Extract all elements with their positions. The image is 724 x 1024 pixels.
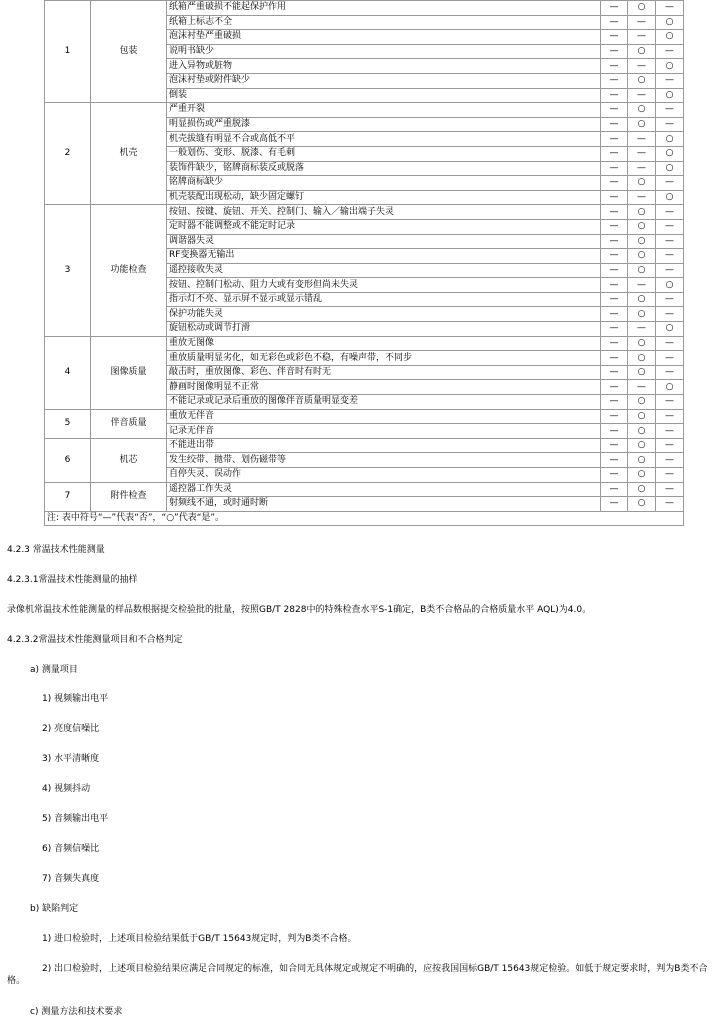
defect-mark-c2: — — [628, 15, 656, 30]
group-number: 5 — [45, 409, 91, 438]
defect-mark-c2: ○ — [628, 307, 656, 322]
defect-mark-c3: — — [656, 438, 684, 453]
defect-item: 不能记录或记录后重放的图像伴音质量明显变差 — [167, 395, 601, 410]
defect-mark-c3: — — [656, 103, 684, 118]
group-number: 3 — [45, 205, 91, 336]
defect-mark-c2: — — [628, 88, 656, 103]
defect-mark-c2: ○ — [628, 336, 656, 351]
defect-mark-c1: — — [601, 146, 628, 161]
defect-mark-c1: — — [601, 380, 628, 395]
defect-mark-c2: ○ — [628, 292, 656, 307]
group-category: 包装 — [91, 1, 167, 103]
defect-table — [44, 0, 684, 526]
group-number: 4 — [45, 336, 91, 409]
defect-mark-c2: ○ — [628, 234, 656, 249]
defect-mark-c3: ○ — [656, 380, 684, 395]
measure-item: 1) 视频输出电平 — [42, 694, 109, 704]
defect-mark-c3: ○ — [656, 146, 684, 161]
defect-table-container — [44, 0, 683, 526]
defect-item: 泡沫衬垫或附件缺少 — [167, 73, 601, 88]
defect-mark-c2: — — [628, 278, 656, 293]
defect-mark-c2: ○ — [628, 497, 656, 512]
defect-mark-c2: ○ — [628, 1, 656, 16]
group-category: 附件检查 — [91, 482, 167, 511]
defect-mark-c2: ○ — [628, 44, 656, 59]
method-heading: c) 测量方法和技术要求 — [30, 1007, 123, 1017]
defect-mark-c3: — — [656, 263, 684, 278]
table-row — [45, 336, 684, 351]
defect-mark-c3: — — [656, 117, 684, 132]
group-category: 机壳 — [91, 103, 167, 205]
defect-mark-c3: — — [656, 219, 684, 234]
judgement-import: 1) 进口检验时，上述项目检验结果低于GB/T 15643规定时，判为B类不合格。 — [42, 934, 357, 944]
defect-mark-c1: — — [601, 438, 628, 453]
defect-mark-c1: — — [601, 395, 628, 410]
defect-mark-c3: — — [656, 205, 684, 220]
defect-mark-c3: ○ — [656, 161, 684, 176]
defect-item: 重放质量明显劣化，如无彩色或彩色不稳，有噪声带，不同步 — [167, 351, 601, 366]
table-row — [45, 482, 684, 497]
defect-item: 纸箱上标志不全 — [167, 15, 601, 30]
defect-item: 调谐器失灵 — [167, 234, 601, 249]
defect-mark-c3: — — [656, 482, 684, 497]
defect-table-body — [45, 1, 684, 526]
table-note-row — [45, 511, 684, 526]
defect-mark-c1: — — [601, 219, 628, 234]
defect-mark-c2: ○ — [628, 365, 656, 380]
defect-mark-c3: ○ — [656, 132, 684, 147]
defect-mark-c1: — — [601, 409, 628, 424]
defect-mark-c3: — — [656, 351, 684, 366]
defect-mark-c3: ○ — [656, 278, 684, 293]
defect-item: 倒装 — [167, 88, 601, 103]
defect-mark-c3: — — [656, 292, 684, 307]
measure-items-heading: a) 测量项目 — [30, 665, 78, 675]
defect-item: 纸箱严重破损不能起保护作用 — [167, 1, 601, 16]
table-row — [45, 205, 684, 220]
defect-item: 泡沫衬垫严重破损 — [167, 30, 601, 45]
defect-mark-c3: ○ — [656, 88, 684, 103]
defect-mark-c1: — — [601, 205, 628, 220]
defect-mark-c1: — — [601, 176, 628, 191]
defect-mark-c3: — — [656, 365, 684, 380]
defect-mark-c1: — — [601, 103, 628, 118]
defect-mark-c2: ○ — [628, 176, 656, 191]
defect-item: 记录无伴音 — [167, 424, 601, 439]
defect-item: 重放无图像 — [167, 336, 601, 351]
defect-item: 铭牌商标缺少 — [167, 176, 601, 191]
section-4-2-3-1: 4.2.3.1常温技术性能测量的抽样 — [7, 575, 138, 585]
defect-mark-c1: — — [601, 59, 628, 74]
defect-item: 定时器不能调整或不能定时记录 — [167, 219, 601, 234]
defect-mark-c2: — — [628, 322, 656, 337]
defect-mark-c1: — — [601, 117, 628, 132]
defect-mark-c2: ○ — [628, 438, 656, 453]
defect-mark-c1: — — [601, 322, 628, 337]
defect-mark-c1: — — [601, 161, 628, 176]
defect-mark-c2: ○ — [628, 351, 656, 366]
defect-mark-c1: — — [601, 249, 628, 264]
defect-mark-c1: — — [601, 497, 628, 512]
defect-item: 按钮、控制门松动、阻力大或有变形但尚未失灵 — [167, 278, 601, 293]
defect-mark-c1: — — [601, 1, 628, 16]
measure-item: 3) 水平清晰度 — [42, 754, 100, 764]
defect-mark-c3: ○ — [656, 15, 684, 30]
defect-mark-c1: — — [601, 15, 628, 30]
defect-mark-c2: ○ — [628, 468, 656, 483]
defect-mark-c1: — — [601, 336, 628, 351]
section-4-2-3: 4.2.3 常温技术性能测量 — [7, 545, 105, 555]
defect-item: 按钮、按键、旋钮、开关、控制门、输入／输出端子失灵 — [167, 205, 601, 220]
sampling-paragraph: 录像机常温技术性能测量的样品数根据提交检验批的批量，按照GB/T 2828中的特殊检查水平S-1确定，B类不合格品的合格质量水平 AQL)为4.0。 — [7, 605, 592, 615]
measure-item: 6) 音频信噪比 — [42, 844, 100, 854]
defect-item: 遥控接收失灵 — [167, 263, 601, 278]
defect-mark-c2: — — [628, 132, 656, 147]
defect-mark-c2: ○ — [628, 263, 656, 278]
defect-mark-c2: ○ — [628, 219, 656, 234]
defect-mark-c2: — — [628, 30, 656, 45]
measure-item: 4) 视频抖动 — [42, 784, 91, 794]
defect-mark-c1: — — [601, 278, 628, 293]
defect-item: 机壳装配出现松动，缺少固定螺钉 — [167, 190, 601, 205]
defect-mark-c3: — — [656, 249, 684, 264]
defect-mark-c2: ○ — [628, 482, 656, 497]
defect-item: 不能进出带 — [167, 438, 601, 453]
defect-mark-c3: — — [656, 44, 684, 59]
defect-mark-c3: — — [656, 234, 684, 249]
group-number: 2 — [45, 103, 91, 205]
defect-item: 说明书缺少 — [167, 44, 601, 59]
group-category: 机芯 — [91, 438, 167, 482]
table-row — [45, 438, 684, 453]
defect-mark-c3: — — [656, 497, 684, 512]
defect-mark-c1: — — [601, 88, 628, 103]
defect-mark-c1: — — [601, 44, 628, 59]
defect-mark-c2: ○ — [628, 205, 656, 220]
defect-item: 遥控器工作失灵 — [167, 482, 601, 497]
measure-item: 7) 音频失真度 — [42, 874, 100, 884]
defect-item: RF变换器无输出 — [167, 249, 601, 264]
group-number: 1 — [45, 1, 91, 103]
defect-mark-c2: — — [628, 59, 656, 74]
defect-mark-c2: ○ — [628, 117, 656, 132]
defect-item: 保护功能失灵 — [167, 307, 601, 322]
defect-item: 自停失灵、误动作 — [167, 468, 601, 483]
group-category: 图像质量 — [91, 336, 167, 409]
table-row — [45, 409, 684, 424]
defect-mark-c2: ○ — [628, 409, 656, 424]
defect-mark-c2: ○ — [628, 424, 656, 439]
defect-mark-c1: — — [601, 365, 628, 380]
defect-mark-c1: — — [601, 190, 628, 205]
table-row — [45, 103, 684, 118]
defect-judgement-heading: b) 缺陷判定 — [30, 904, 79, 914]
defect-mark-c3: — — [656, 395, 684, 410]
group-category: 伴音质量 — [91, 409, 167, 438]
defect-mark-c1: — — [601, 234, 628, 249]
defect-mark-c1: — — [601, 292, 628, 307]
defect-mark-c2: ○ — [628, 103, 656, 118]
defect-mark-c2: ○ — [628, 249, 656, 264]
defect-mark-c1: — — [601, 482, 628, 497]
defect-mark-c1: — — [601, 30, 628, 45]
defect-mark-c1: — — [601, 468, 628, 483]
defect-mark-c2: ○ — [628, 395, 656, 410]
defect-mark-c2: — — [628, 380, 656, 395]
defect-mark-c1: — — [601, 424, 628, 439]
defect-mark-c2: — — [628, 190, 656, 205]
defect-mark-c2: ○ — [628, 453, 656, 468]
defect-mark-c1: — — [601, 307, 628, 322]
judgement-export: 2) 出口检验时，上述项目检验结果应满足合同规定的标准，如合同无具体规定或规定不明确的，应按我国国标GB/T 15643规定检验。如低于规定要求时，判为B类不合格。 — [7, 964, 708, 986]
defect-mark-c1: — — [601, 453, 628, 468]
defect-mark-c3: — — [656, 424, 684, 439]
defect-mark-c2: ○ — [628, 73, 656, 88]
defect-mark-c1: — — [601, 132, 628, 147]
defect-mark-c3: ○ — [656, 322, 684, 337]
defect-mark-c3: — — [656, 176, 684, 191]
defect-mark-c3: ○ — [656, 30, 684, 45]
defect-item: 静画时图像明显不正常 — [167, 380, 601, 395]
defect-item: 明显损伤或严重脱漆 — [167, 117, 601, 132]
defect-item: 严重开裂 — [167, 103, 601, 118]
section-4-2-3-2: 4.2.3.2常温技术性能测量项目和不合格判定 — [7, 635, 183, 645]
defect-item: 发生绞带、拋带、划伤磁带等 — [167, 453, 601, 468]
group-number: 6 — [45, 438, 91, 482]
defect-mark-c3: — — [656, 468, 684, 483]
defect-item: 装饰件缺少，铭牌商标装反或脱落 — [167, 161, 601, 176]
defect-mark-c2: — — [628, 161, 656, 176]
defect-item: 重放无伴音 — [167, 409, 601, 424]
defect-item: 旋钮松动或调节打滑 — [167, 322, 601, 337]
defect-mark-c3: — — [656, 1, 684, 16]
defect-item: 射频线不通，或时通时断 — [167, 497, 601, 512]
defect-mark-c1: — — [601, 351, 628, 366]
defect-mark-c3: — — [656, 453, 684, 468]
defect-item: 机壳拔缝有明显不合或高低不平 — [167, 132, 601, 147]
table-note: 注: 表中符号“—”代表“否”，“○”代表“是”。 — [45, 511, 684, 526]
defect-mark-c1: — — [601, 73, 628, 88]
defect-item: 指示灯不亮、显示屏不显示或显示错乱 — [167, 292, 601, 307]
measure-item: 2) 亮度信噪比 — [42, 724, 100, 734]
group-number: 7 — [45, 482, 91, 511]
defect-item: 进入异物或脏物 — [167, 59, 601, 74]
defect-item: 一般划伤、变形、脱漆、有毛刺 — [167, 146, 601, 161]
table-row — [45, 1, 684, 16]
defect-item: 敲击时，重放图像、彩色、伴音时有时无 — [167, 365, 601, 380]
defect-mark-c3: — — [656, 307, 684, 322]
defect-mark-c3: — — [656, 73, 684, 88]
defect-mark-c3: ○ — [656, 190, 684, 205]
defect-mark-c2: — — [628, 146, 656, 161]
defect-mark-c3: — — [656, 409, 684, 424]
group-category: 功能检查 — [91, 205, 167, 336]
defect-mark-c3: — — [656, 336, 684, 351]
measure-item: 5) 音频输出电平 — [42, 814, 109, 824]
defect-mark-c1: — — [601, 263, 628, 278]
defect-mark-c3: ○ — [656, 59, 684, 74]
